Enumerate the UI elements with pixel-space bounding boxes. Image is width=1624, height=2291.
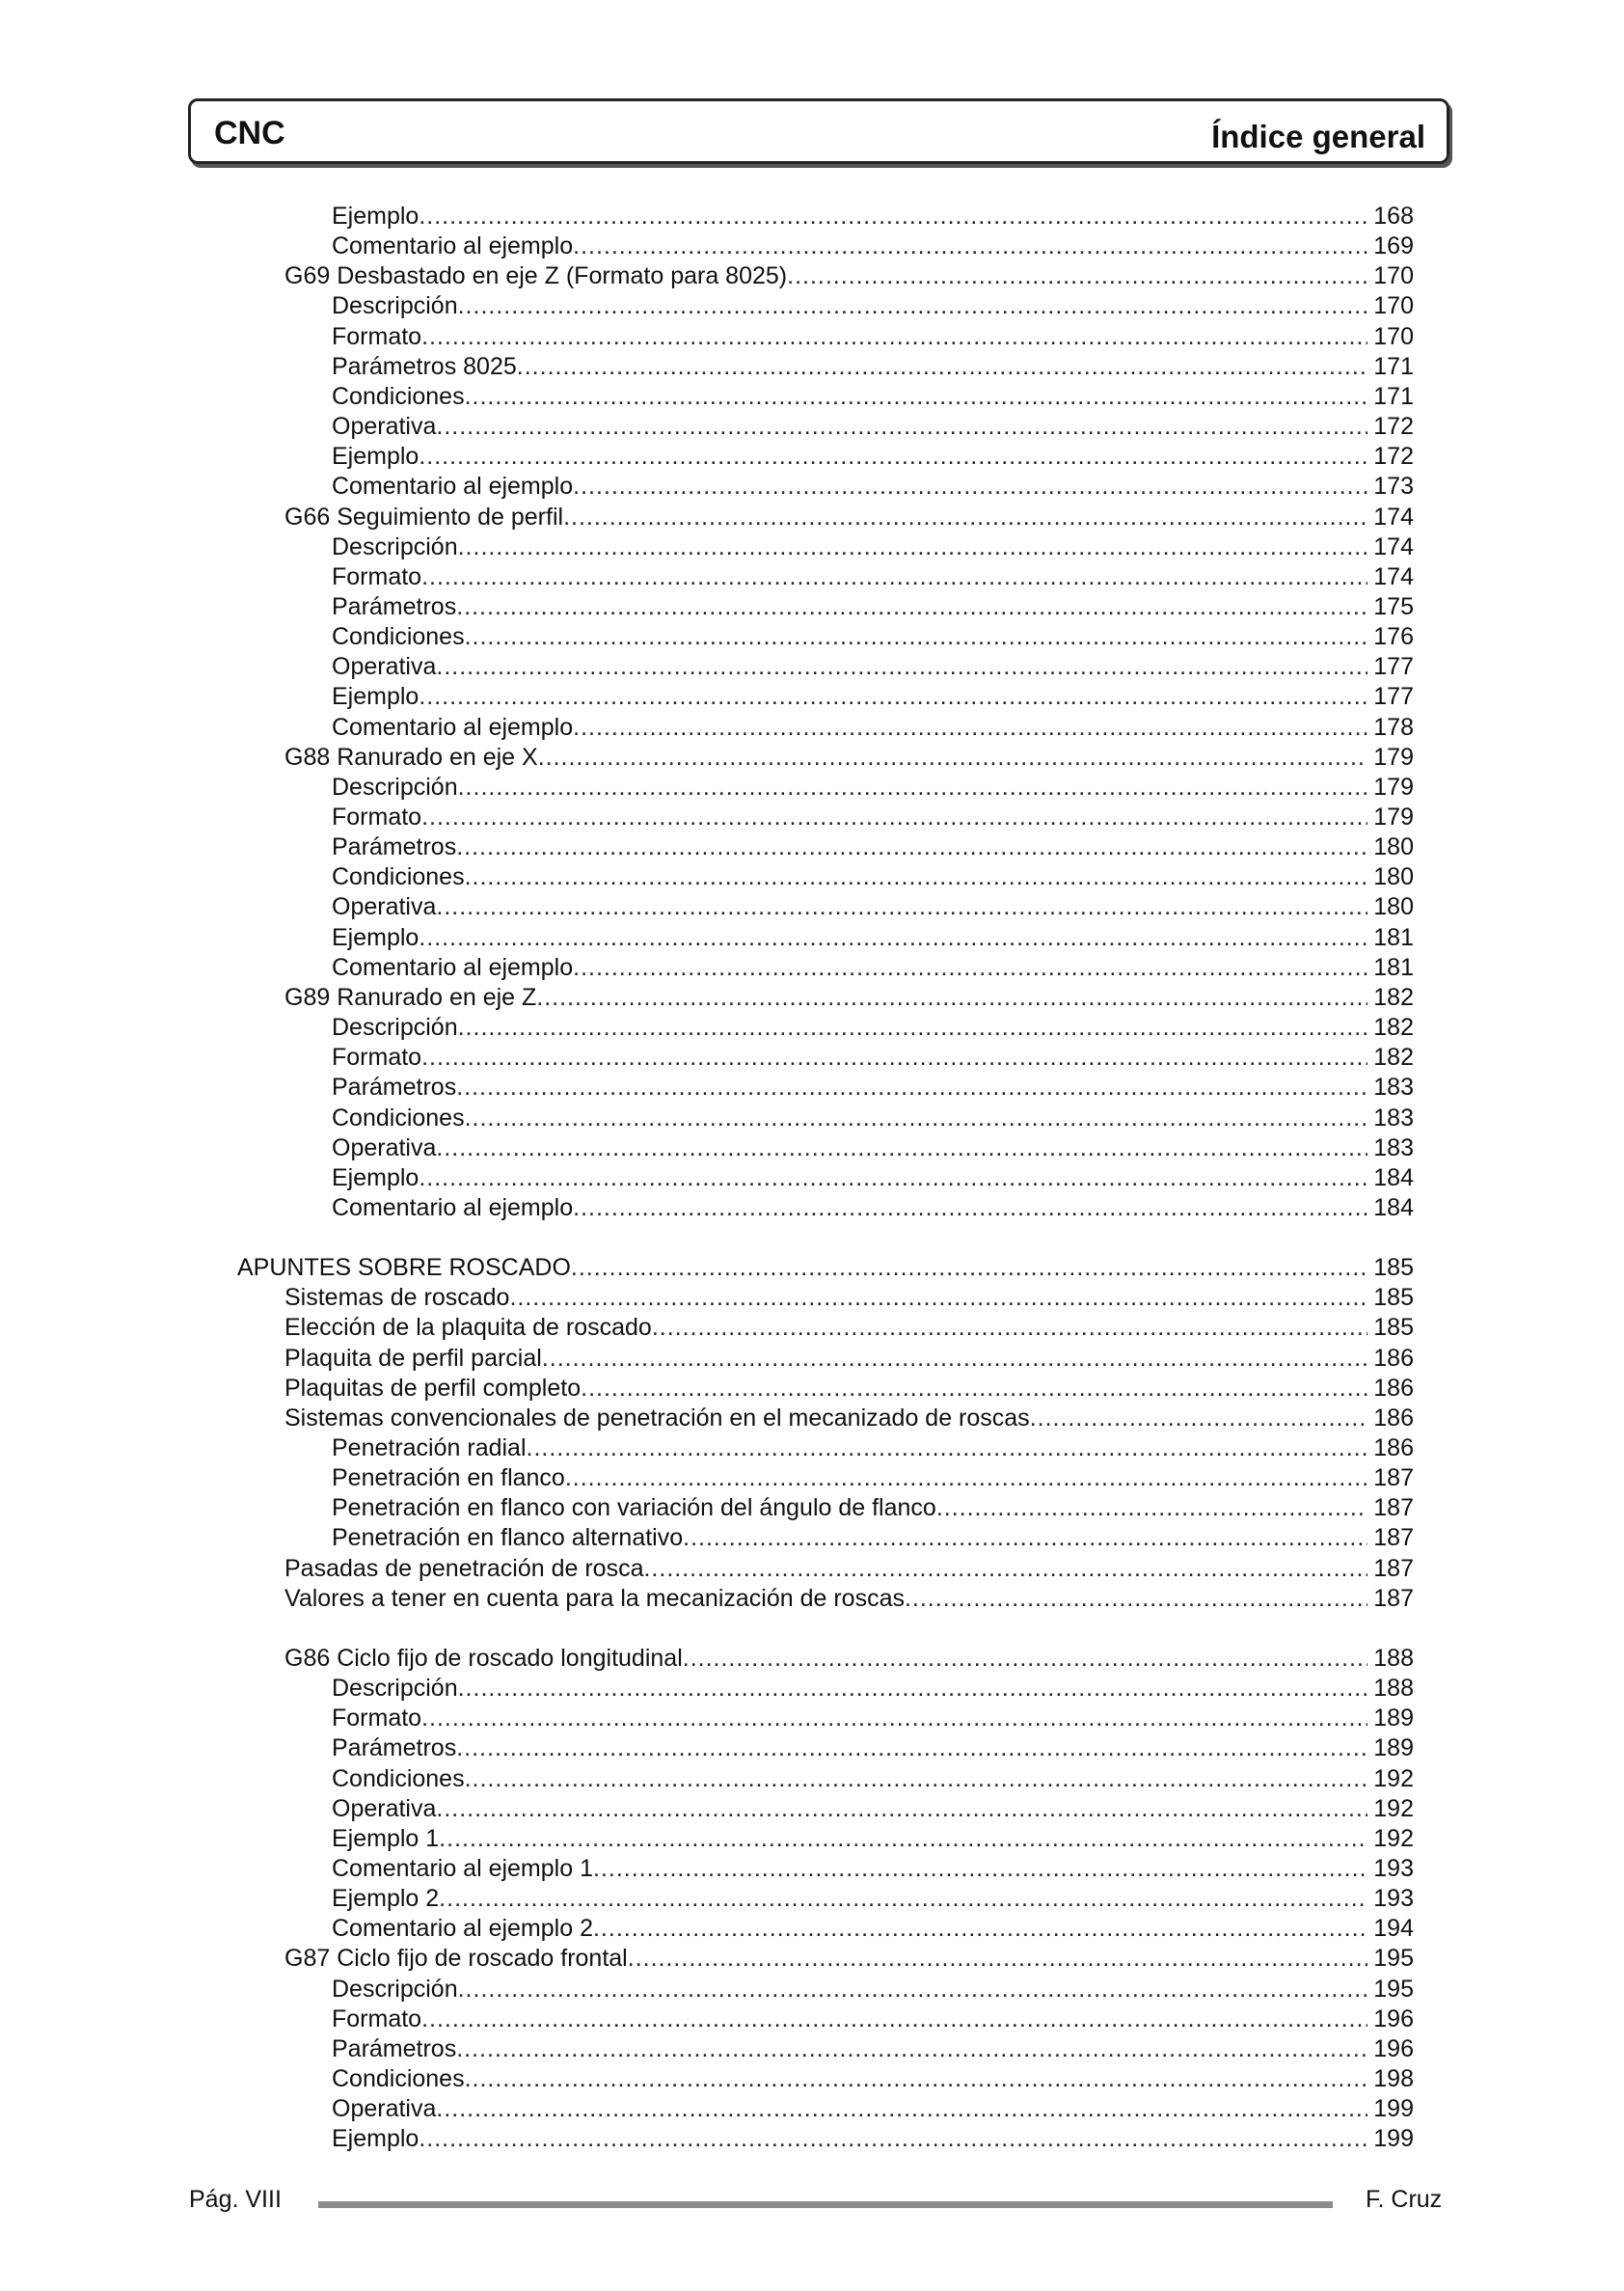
toc-entry-page: 189 (1373, 1705, 1414, 1732)
toc-entry-title: Comentario al ejemplo 2 (332, 1915, 593, 1943)
toc-entry (332, 1133, 1414, 1163)
toc-entry-page: 180 (1373, 863, 1414, 891)
toc-entry-page: 187 (1373, 1584, 1414, 1612)
toc-leader-dots (563, 503, 1367, 532)
toc-entry (332, 652, 1414, 682)
toc-entry (284, 1644, 1414, 1674)
toc-entry-title: Descripción (332, 1014, 458, 1042)
toc-leader-dots (573, 1193, 1367, 1223)
toc-leader-dots (573, 713, 1367, 743)
toc-leader-dots (421, 803, 1367, 832)
toc-leader-dots (573, 232, 1367, 261)
toc-leader-dots (581, 1374, 1367, 1404)
toc-entry (332, 1043, 1414, 1073)
toc-entry-page: 198 (1373, 2065, 1414, 2092)
toc-leader-dots (465, 382, 1368, 412)
toc-entry-title: G66 Seguimiento de perfil (284, 503, 564, 531)
toc-entry (332, 1975, 1414, 2005)
toc-entry-page: 174 (1373, 562, 1414, 590)
toc-entry-page: 183 (1373, 1104, 1414, 1132)
toc-leader-dots (465, 1104, 1368, 1133)
toc-entry (332, 202, 1414, 232)
toc-entry (332, 2124, 1414, 2154)
toc-entry (332, 291, 1414, 321)
toc-entry-page: 196 (1373, 2034, 1414, 2062)
toc-leader-dots (465, 862, 1368, 892)
toc-entry (332, 382, 1414, 412)
footer-rule (318, 2201, 1333, 2208)
toc-entry (332, 412, 1414, 442)
toc-leader-dots (593, 1854, 1367, 1884)
toc-entry-page: 171 (1373, 382, 1414, 410)
toc-entry (332, 1523, 1414, 1553)
toc-entry (332, 923, 1414, 953)
toc-entry-title: Parámetros 8025 (332, 352, 517, 380)
toc-entry-page: 193 (1373, 1885, 1414, 1913)
toc-entry-title: Condiciones (332, 2065, 465, 2092)
toc-entry-title: Ejemplo (332, 2125, 420, 2153)
toc-entry-title: Descripción (332, 773, 458, 801)
toc-entry-title: Elección de la plaquita de roscado (284, 1314, 652, 1342)
toc-leader-dots (683, 1523, 1367, 1553)
toc-entry-title: Ejemplo 1 (332, 1824, 440, 1852)
toc-leader-dots (517, 352, 1368, 382)
toc-entry-page: 183 (1373, 1074, 1414, 1102)
toc-leader-dots (465, 1764, 1368, 1794)
toc-entry-title: Condiciones (332, 863, 465, 891)
toc-entry (332, 803, 1414, 832)
toc-leader-dots (456, 832, 1367, 862)
toc-leader-dots (419, 442, 1367, 472)
toc-leader-dots (421, 1704, 1367, 1733)
toc-entry-title: Operativa (332, 893, 437, 921)
toc-entry-title: Ejemplo (332, 1163, 420, 1191)
toc-entry-page: 183 (1373, 1133, 1414, 1161)
toc-entry-title: Condiciones (332, 623, 465, 651)
toc-leader-dots (458, 1013, 1368, 1043)
toc-leader-dots (905, 1584, 1367, 1614)
toc-entry-page: 170 (1373, 322, 1414, 350)
toc-leader-dots (527, 1433, 1368, 1463)
toc-leader-dots (421, 1043, 1367, 1073)
toc-entry (332, 232, 1414, 261)
toc-entry-page: 176 (1373, 623, 1414, 651)
toc-entry-page: 172 (1373, 443, 1414, 471)
toc-entry (332, 682, 1414, 712)
toc-entry-title: Formato (332, 804, 422, 831)
toc-entry (332, 352, 1414, 382)
toc-entry (332, 1073, 1414, 1103)
toc-entry (332, 2064, 1414, 2094)
toc-entry (332, 1433, 1414, 1463)
toc-entry-page: 179 (1373, 743, 1414, 771)
toc-leader-dots (439, 1884, 1367, 1914)
toc-entry-page: 180 (1373, 833, 1414, 861)
toc-leader-dots (436, 1794, 1367, 1824)
toc-leader-dots (419, 202, 1367, 232)
toc-entry (332, 1854, 1414, 1884)
toc-entry-title: Condiciones (332, 1104, 465, 1132)
toc-entry (332, 1914, 1414, 1944)
toc-entry-page: 189 (1373, 1734, 1414, 1762)
toc-entry-title: Operativa (332, 1133, 437, 1161)
toc-entry-title: Formato (332, 2005, 422, 2032)
toc-entry (332, 622, 1414, 652)
toc-entry-title: Operativa (332, 413, 437, 441)
toc-leader-dots (565, 1463, 1367, 1493)
toc-leader-dots (458, 773, 1368, 803)
toc-entry-title: Operativa (332, 2095, 437, 2123)
toc-leader-dots (652, 1313, 1367, 1343)
toc-entry-title: Valores a tener en cuenta para la mecanización de roscas (284, 1584, 905, 1612)
toc-leader-dots (436, 892, 1367, 922)
toc-entry-title: Sistemas de roscado (284, 1284, 510, 1312)
footer-page-number: Pág. VIII (189, 2186, 282, 2213)
toc-entry (284, 1584, 1414, 1614)
toc-entry-title: Parámetros (332, 592, 457, 620)
toc-leader-dots (787, 261, 1367, 291)
toc-entry-title: Descripción (332, 1975, 458, 2003)
toc-entry (332, 1163, 1414, 1193)
toc-entry-title: Penetración en flanco (332, 1464, 565, 1492)
toc-entry (332, 1824, 1414, 1854)
toc-entry-page: 170 (1373, 292, 1414, 320)
toc-entry-page: 175 (1373, 592, 1414, 620)
toc-entry (284, 1313, 1414, 1343)
toc-entry-title: Formato (332, 1044, 422, 1072)
toc-leader-dots (419, 923, 1367, 953)
toc-entry-page: 180 (1373, 893, 1414, 921)
toc-entry (284, 1283, 1414, 1313)
toc-leader-dots (465, 622, 1368, 652)
toc-entry-title: Comentario al ejemplo (332, 1193, 574, 1221)
toc-entry-page: 188 (1373, 1675, 1414, 1703)
toc-entry-page: 177 (1373, 683, 1414, 711)
toc-entry (284, 983, 1414, 1013)
toc-entry-page: 192 (1373, 1764, 1414, 1792)
toc-entry-title: Descripción (332, 532, 458, 560)
toc-entry-page: 181 (1373, 953, 1414, 981)
toc-entry (284, 503, 1414, 532)
toc-entry (332, 2005, 1414, 2034)
toc-leader-dots (593, 1914, 1367, 1944)
toc-entry-page: 199 (1373, 2125, 1414, 2153)
toc-entry-title: G86 Ciclo fijo de roscado longitudinal (284, 1644, 683, 1672)
toc-entry-page: 179 (1373, 773, 1414, 801)
toc-leader-dots (643, 1554, 1367, 1584)
toc-leader-dots (573, 953, 1367, 983)
toc-leader-dots (456, 1733, 1367, 1763)
toc-entry (284, 1344, 1414, 1374)
toc-entry (332, 1764, 1414, 1794)
toc-leader-dots (628, 1944, 1368, 1974)
toc-entry-page: 187 (1373, 1524, 1414, 1552)
toc-leader-dots (683, 1644, 1368, 1674)
toc-entry-title: Operativa (332, 653, 437, 681)
toc-entry-title: Parámetros (332, 1734, 457, 1762)
toc-entry-title: Parámetros (332, 2034, 457, 2062)
toc-entry-title: Comentario al ejemplo 1 (332, 1854, 593, 1882)
toc-entry-title: G88 Ranurado en eje X (284, 743, 538, 771)
toc-leader-dots (536, 983, 1367, 1013)
toc-leader-dots (573, 472, 1367, 502)
page-header (188, 98, 1449, 164)
toc-entry (284, 743, 1414, 773)
toc-entry-title: Ejemplo (332, 683, 420, 711)
toc-entry-page: 193 (1373, 1854, 1414, 1882)
toc-entry-title: Operativa (332, 1794, 437, 1822)
toc-entry-title: G69 Desbastado en eje Z (Formato para 8025) (284, 262, 788, 290)
toc-entry-page: 182 (1373, 1044, 1414, 1072)
toc-entry (332, 1674, 1414, 1704)
toc-entry (332, 1493, 1414, 1523)
toc-leader-dots (936, 1493, 1367, 1523)
toc-entry (332, 773, 1414, 803)
toc-entry (332, 1733, 1414, 1763)
toc-entry (332, 862, 1414, 892)
toc-entry-title: Ejemplo (332, 443, 420, 471)
toc-entry (332, 1013, 1414, 1043)
toc-leader-dots (458, 532, 1368, 562)
toc-entry-page: 185 (1373, 1254, 1414, 1282)
toc-entry-title: Penetración en flanco alternativo (332, 1524, 684, 1552)
toc-entry-page: 182 (1373, 983, 1414, 1011)
toc-entry-page: 195 (1373, 1945, 1414, 1973)
toc-entry-title: Parámetros (332, 833, 457, 861)
toc-entry-title: Condiciones (332, 1764, 465, 1792)
toc-leader-dots (436, 412, 1367, 442)
toc-entry-title: Penetración en flanco con variación del ángulo de flanco (332, 1494, 936, 1522)
toc-entry (332, 713, 1414, 743)
toc-entry-page: 195 (1373, 1975, 1414, 2003)
toc-entry-page: 192 (1373, 1824, 1414, 1852)
toc-entry-title: G87 Ciclo fijo de roscado frontal (284, 1945, 628, 1973)
header-title-left: CNC (214, 115, 285, 151)
toc-entry (332, 472, 1414, 502)
toc-entry (332, 442, 1414, 472)
toc-leader-dots (436, 1133, 1367, 1163)
toc-entry-title: G89 Ranurado en eje Z (284, 983, 537, 1011)
toc-entry-page: 177 (1373, 653, 1414, 681)
toc-entry-page: 194 (1373, 1915, 1414, 1943)
toc-entry (284, 1944, 1414, 1974)
toc-leader-dots (571, 1253, 1367, 1283)
toc-entry (332, 562, 1414, 592)
toc-entry-title: Comentario al ejemplo (332, 953, 574, 981)
toc-entry-page: 187 (1373, 1464, 1414, 1492)
toc-leader-dots (456, 1073, 1367, 1103)
toc-leader-dots (419, 2124, 1367, 2154)
toc-entry-title: Ejemplo (332, 923, 420, 951)
toc-entry (332, 1104, 1414, 1133)
toc-entry-title: Descripción (332, 292, 458, 320)
header-title-right: Índice general (1211, 119, 1425, 154)
toc-entry-page: 169 (1373, 232, 1414, 260)
toc-leader-dots (458, 1975, 1368, 2005)
toc-entry-title: Ejemplo (332, 203, 420, 230)
toc-entry-title: APUNTES SOBRE ROSCADO (237, 1254, 571, 1282)
toc-leader-dots (421, 562, 1367, 592)
toc-entry (332, 832, 1414, 862)
toc-entry-page: 187 (1373, 1494, 1414, 1522)
toc-entry (332, 953, 1414, 983)
toc-leader-dots (538, 743, 1368, 773)
toc-entry-page: 173 (1373, 473, 1414, 501)
toc-entry-page: 168 (1373, 203, 1414, 230)
toc-entry-page: 186 (1373, 1344, 1414, 1372)
toc-leader-dots (542, 1344, 1367, 1374)
toc-entry-title: Formato (332, 562, 422, 590)
toc-entry (332, 1884, 1414, 1914)
toc-entry-page: 185 (1373, 1284, 1414, 1312)
toc-leader-dots (465, 2064, 1368, 2094)
toc-entry (332, 2034, 1414, 2064)
toc-entry-page: 174 (1373, 503, 1414, 531)
toc-leader-dots (421, 2005, 1367, 2034)
toc-leader-dots (419, 1163, 1367, 1193)
toc-entry-title: Plaquita de perfil parcial (284, 1344, 542, 1372)
toc-entry-page: 184 (1373, 1193, 1414, 1221)
toc-entry-page: 186 (1373, 1404, 1414, 1432)
toc-entry-page: 179 (1373, 804, 1414, 831)
toc-entry-page: 185 (1373, 1314, 1414, 1342)
toc-entry (332, 1193, 1414, 1223)
toc-entry-title: Comentario al ejemplo (332, 232, 574, 260)
toc-entry (332, 2094, 1414, 2124)
toc-entry-title: Ejemplo 2 (332, 1885, 440, 1913)
toc-entry-title: Pasadas de penetración de rosca (284, 1554, 644, 1582)
toc-entry-page: 182 (1373, 1014, 1414, 1042)
toc-entry-page: 188 (1373, 1644, 1414, 1672)
toc-entry-title: Descripción (332, 1675, 458, 1703)
toc-entry-page: 192 (1373, 1794, 1414, 1822)
toc-entry-page: 187 (1373, 1554, 1414, 1582)
toc-entry (332, 892, 1414, 922)
toc-entry (284, 1554, 1414, 1584)
toc-entry (332, 1794, 1414, 1824)
toc-entry-page: 199 (1373, 2095, 1414, 2123)
toc-entry-page: 171 (1373, 352, 1414, 380)
toc-entry-title: Comentario al ejemplo (332, 713, 574, 741)
toc-entry-title: Comentario al ejemplo (332, 473, 574, 501)
toc-entry (284, 1374, 1414, 1404)
toc-leader-dots (436, 652, 1367, 682)
toc-leader-dots (439, 1824, 1367, 1854)
toc-leader-dots (421, 322, 1367, 352)
toc-entry (237, 1253, 1414, 1283)
toc-entry-title: Penetración radial (332, 1434, 527, 1461)
toc-entry-page: 174 (1373, 532, 1414, 560)
toc-entry-title: Sistemas convencionales de penetración en el mecanizado de roscas (284, 1404, 1030, 1432)
toc-entry (284, 1404, 1414, 1433)
footer-author: F. Cruz (1366, 2186, 1443, 2213)
toc-entry (332, 532, 1414, 562)
toc-entry (284, 261, 1414, 291)
toc-entry-title: Parámetros (332, 1074, 457, 1102)
toc-leader-dots (456, 2034, 1367, 2064)
toc-entry-page: 178 (1373, 713, 1414, 741)
toc-entry-title: Formato (332, 322, 422, 350)
toc-entry-title: Plaquitas de perfil completo (284, 1374, 582, 1402)
toc-entry-page: 186 (1373, 1434, 1414, 1461)
toc-leader-dots (436, 2094, 1367, 2124)
toc-entry (332, 592, 1414, 622)
toc-entry (332, 322, 1414, 352)
toc-leader-dots (458, 291, 1368, 321)
toc-entry-page: 196 (1373, 2005, 1414, 2032)
toc-entry-page: 181 (1373, 923, 1414, 951)
toc-entry-title: Formato (332, 1705, 422, 1732)
toc-entry-page: 172 (1373, 413, 1414, 441)
toc-entry (332, 1463, 1414, 1493)
toc-entry-title: Condiciones (332, 382, 465, 410)
toc-entry-page: 170 (1373, 262, 1414, 290)
toc-entry (332, 1704, 1414, 1733)
toc-entry-page: 184 (1373, 1163, 1414, 1191)
toc-entry-page: 186 (1373, 1374, 1414, 1402)
toc-leader-dots (509, 1283, 1367, 1313)
toc-leader-dots (456, 592, 1367, 622)
toc-leader-dots (419, 682, 1367, 712)
toc-leader-dots (458, 1674, 1368, 1704)
toc-leader-dots (1030, 1404, 1368, 1433)
